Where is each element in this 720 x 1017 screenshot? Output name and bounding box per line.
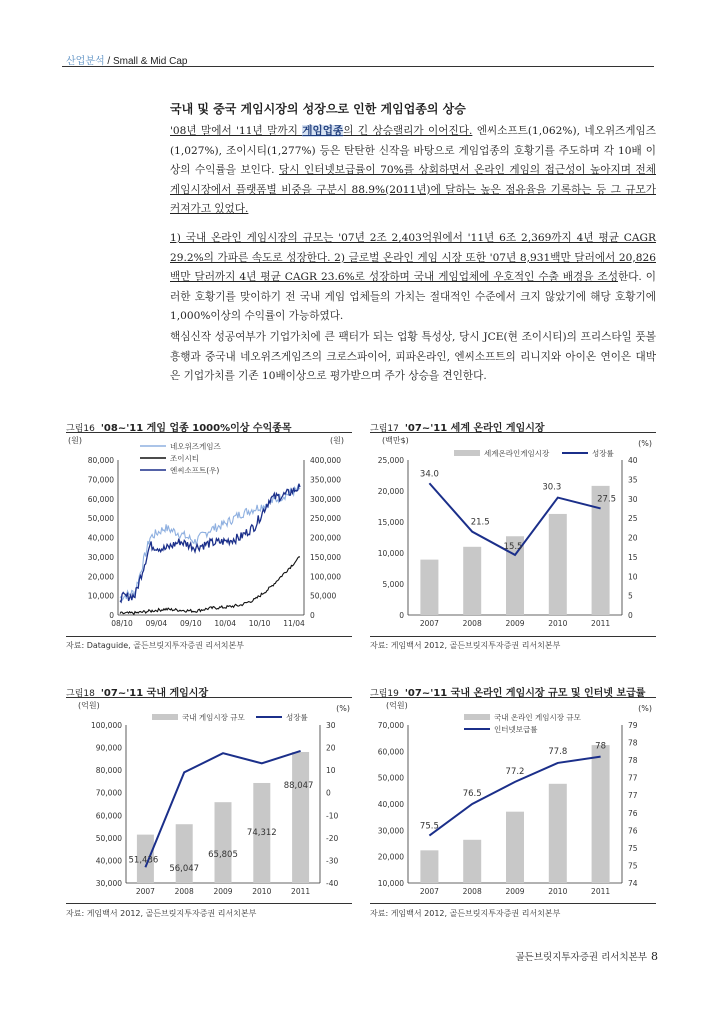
right-tick-label: 0	[628, 611, 633, 620]
bar-data-label: 74,312	[246, 827, 277, 838]
left-tick-label: 50,000	[95, 833, 122, 843]
right-tick-label: 20	[326, 743, 336, 753]
fig17-rule	[370, 432, 656, 433]
right-tick-label: -10	[326, 811, 339, 821]
legend-line-label: 성장률	[286, 713, 308, 722]
right-tick-label: 10	[326, 766, 336, 776]
right-axis-unit: (%)	[638, 439, 652, 448]
left-tick-label: 80,000	[95, 766, 122, 776]
fig17-chart	[368, 434, 658, 634]
left-tick-label: 50,000	[87, 514, 114, 524]
right-tick-label: 78	[628, 738, 638, 748]
left-tick-label: 60,000	[377, 747, 404, 757]
bar	[592, 486, 610, 615]
legend-line-label: 인터넷보급률	[494, 725, 538, 734]
line-data-label: 76.5	[462, 789, 482, 799]
left-tick-label: 30,000	[87, 552, 114, 562]
paragraph-2	[170, 229, 656, 327]
bar	[549, 514, 567, 615]
p1-a: '08년 말에서 '11년 말까지	[170, 125, 303, 137]
left-tick-label: 30,000	[377, 826, 404, 836]
right-tick-label: 40	[628, 456, 638, 465]
right-axis-unit: (%)	[336, 704, 350, 713]
x-tick-label: 2007	[135, 887, 155, 896]
header-category: 산업분석	[66, 56, 105, 67]
series-line	[120, 484, 300, 602]
x-tick-label: 2007	[419, 887, 439, 896]
left-axis-unit: (억원)	[386, 701, 408, 710]
p1-b: 의 긴 상승랠리가 이어진다.	[343, 125, 473, 137]
header-separator: /	[104, 56, 113, 67]
x-tick-label: 2010	[548, 619, 568, 628]
page-number: 8	[651, 950, 658, 963]
section-title: 국내 및 중국 게임시장의 성장으로 인한 게임업종의 상승	[170, 102, 466, 116]
line-data-label: 27.5	[597, 494, 617, 505]
x-tick-label: 2011	[591, 619, 611, 628]
fig18-number: 그림18	[66, 689, 95, 699]
right-tick-label: 100,000	[310, 572, 342, 582]
header-rule	[62, 66, 654, 67]
left-tick-label: 90,000	[95, 743, 122, 753]
fig16-title-text: '08~'11 게임 업종 1000%이상 수익종목	[100, 423, 292, 434]
page-footer	[516, 949, 659, 963]
series-line	[120, 557, 300, 615]
left-tick-label: 30,000	[95, 879, 122, 888]
right-tick-label: 35	[628, 475, 638, 485]
fig18-rule	[66, 697, 352, 698]
legend-bar-swatch	[464, 714, 490, 720]
bar-data-label: 88,047	[283, 780, 314, 791]
bar	[215, 802, 232, 883]
x-tick-label: 2007	[419, 619, 439, 628]
p2-b: 한다. 이러한 호황기를 맞이하기 전 국내 게임 업체들의 가치는 절대적인 수준에서 크지 않았기에 해당 호황기에 1,000%이상의 수익률이 가능하였다.	[170, 271, 656, 322]
right-tick-label: 400,000	[310, 456, 342, 465]
fig19-chart	[368, 699, 658, 901]
fig16-chart	[66, 434, 356, 634]
right-tick-label: 25	[628, 514, 638, 524]
fig19-source: 자료: 게임백서 2012, 골든브릿지투자증권 리서치본부	[370, 909, 561, 918]
x-tick-label: 2009	[505, 619, 525, 628]
left-axis-unit: (백만$)	[382, 436, 409, 445]
right-tick-label: 15	[628, 552, 638, 562]
fig18-bottom-rule	[66, 903, 352, 904]
bar	[420, 560, 438, 615]
line-data-label: 75.5	[419, 821, 439, 832]
bar	[463, 547, 481, 615]
right-tick-label: 79	[628, 721, 638, 730]
fig17-number: 그림17	[370, 424, 399, 434]
x-tick-label: 2009	[505, 887, 525, 896]
fig18-source: 자료: 게임백서 2012, 골든브릿지투자증권 리서치본부	[66, 909, 257, 918]
x-tick-label: 11/04	[283, 619, 305, 628]
legend-bar-label: 세계온라인게임시장	[484, 449, 550, 458]
bar-data-label: 51,436	[128, 855, 159, 866]
left-tick-label: 10,000	[377, 879, 404, 888]
bar-data-label: 56,047	[169, 864, 200, 875]
legend-line-label: 성장률	[592, 449, 614, 458]
legend-bar-label: 국내 게임시장 규모	[182, 713, 245, 722]
left-tick-label: 70,000	[377, 721, 404, 730]
fig19-bottom-rule	[370, 903, 656, 904]
right-tick-label: -20	[326, 833, 339, 843]
left-tick-label: 100,000	[90, 721, 122, 730]
right-tick-label: 0	[326, 788, 331, 798]
x-tick-label: 2011	[291, 887, 311, 896]
left-axis-unit: (억원)	[78, 701, 100, 710]
left-tick-label: 80,000	[87, 456, 114, 465]
right-tick-label: 77	[628, 791, 638, 801]
left-tick-label: 20,000	[87, 572, 114, 582]
left-tick-label: 60,000	[95, 811, 122, 821]
paragraph-3: 핵심신작 성공여부가 기업가치에 큰 팩터가 되는 업황 특성상, 당시 JCE(현 조이시티)의 프리스타일 풋볼 흥행과 중국내 네오위즈게임즈의 크로스파이어, 피파온라인, 엔씨소프트의 리니지와 아이온 연이은 대박은 기업가치를 기존 10배이상으로 평가받으며 주가 상승을 견인한다.	[170, 331, 656, 382]
x-tick-label: 2010	[252, 887, 272, 896]
bar	[506, 812, 524, 883]
right-tick-label: 75	[628, 861, 638, 871]
x-tick-label: 10/04	[214, 619, 237, 628]
bar	[463, 840, 481, 883]
line-data-label: 15.5	[503, 541, 523, 552]
right-tick-label: 250,000	[310, 514, 342, 524]
left-tick-label: 70,000	[95, 788, 122, 798]
bar	[292, 752, 309, 883]
right-tick-label: -40	[326, 879, 339, 888]
right-tick-label: 74	[628, 879, 638, 888]
fig16-bottom-rule	[66, 636, 352, 637]
fig17-source: 자료: 게임백서 2012, 골든브릿지투자증권 리서치본부	[370, 641, 561, 650]
left-axis-unit: (원)	[68, 436, 82, 445]
fig17-title-text: '07~'11 세계 온라인 게임시장	[404, 423, 545, 434]
left-tick-label: 50,000	[377, 773, 404, 783]
x-tick-label: 10/10	[248, 619, 271, 628]
footer-text: 골든브릿지투자증권 리서치본부	[515, 952, 647, 963]
fig16-source: 자료: Dataguide, 골든브릿지투자증권 리서치본부	[66, 641, 244, 650]
left-tick-label: 0	[399, 611, 404, 620]
fig17-bottom-rule	[370, 636, 656, 637]
fig16-number: 그림16	[66, 424, 95, 434]
right-tick-label: 350,000	[310, 475, 342, 485]
left-tick-label: 60,000	[87, 494, 114, 504]
fig19-number: 그림19	[370, 689, 399, 699]
left-tick-label: 70,000	[87, 475, 114, 485]
line-data-label: 77.2	[505, 766, 525, 777]
line-data-label: 34.0	[419, 469, 439, 480]
fig18-title-text: '07~'11 국내 게임시장	[100, 688, 209, 699]
x-tick-label: 08/10	[111, 619, 133, 628]
right-tick-label: 0	[310, 611, 315, 620]
p1-highlight: 게임업종	[302, 125, 344, 137]
p1-d: 당시 인터넷보급률이 70%를 상회하면서 온라인 게임의 접근성이 높아지며 전체 게임시장에서 플랫폼별 비중을 구분시 88.9%(2011년)에 달하는 높은 점유율을 기록하는 등 그 규모가 커져가고 있었다.	[170, 164, 656, 215]
fig19-title-text: '07~'11 국내 온라인 게임시장 규모 및 인터넷 보급률	[404, 688, 646, 699]
left-tick-label: 40,000	[95, 856, 122, 866]
bar-data-label: 65,805	[208, 850, 238, 861]
bar	[420, 850, 438, 883]
right-tick-label: 76	[628, 808, 638, 818]
right-tick-label: 300,000	[310, 494, 342, 504]
p1-c: 엔씨소프트(1,062%), 네오위즈게임즈(1,027%), 조이시티(1,277%) 등은 탄탄한 신작을 바탕으로 게임업종의 호황기를 주도하며 각 10배 이상의 수익률을 보인다.	[170, 125, 656, 176]
left-tick-label: 25,000	[377, 456, 404, 465]
fig16-rule	[66, 432, 352, 433]
x-tick-label: 09/10	[179, 619, 202, 628]
left-tick-label: 20,000	[377, 852, 404, 862]
legend-bar-label: 국내 온라인 게임시장 규모	[494, 713, 581, 722]
right-tick-label: -30	[326, 856, 339, 866]
x-tick-label: 2010	[548, 887, 568, 896]
line-data-label: 78	[595, 741, 607, 752]
right-tick-label: 5	[628, 591, 633, 601]
right-tick-label: 200,000	[310, 533, 342, 543]
p2-a: 1) 국내 온라인 게임시장의 규모는 '07년 2조 2,403억원에서 '11년 6조 2,369까지 4년 평균 CAGR 29.2%의 가파른 속도로 성장한다. 2) 글로벌 온라인 게임 시장 또한 '07년 8,931백만 달러에서 20,826백만 달러까지 4년 평균 CAGR 23.6%로 성장하며 국내 게임업체에 우호적인 수출 배경을 조성	[170, 232, 656, 283]
right-tick-label: 20	[628, 533, 638, 543]
left-tick-label: 40,000	[377, 800, 404, 809]
right-tick-label: 50,000	[310, 591, 337, 601]
header-section: Small & Mid Cap	[112, 56, 188, 67]
right-tick-label: 76	[628, 826, 638, 836]
right-axis-unit: (원)	[330, 436, 344, 445]
left-tick-label: 0	[109, 611, 114, 620]
left-tick-label: 10,000	[87, 591, 114, 601]
line-data-label: 30.3	[542, 482, 562, 493]
right-tick-label: 150,000	[310, 552, 342, 562]
left-tick-label: 5,000	[382, 580, 404, 589]
right-tick-label: 10	[628, 572, 638, 582]
page-header	[66, 52, 187, 67]
x-tick-label: 09/04	[145, 619, 168, 628]
right-tick-label: 30	[326, 721, 336, 730]
right-axis-unit: (%)	[638, 704, 652, 713]
right-tick-label: 75	[628, 843, 638, 853]
legend-bar-swatch	[152, 714, 178, 720]
left-tick-label: 20,000	[377, 487, 404, 496]
legend-label: 조이시티	[170, 454, 199, 463]
line-data-label: 21.5	[470, 517, 490, 528]
x-tick-label: 2011	[591, 887, 611, 896]
bar	[549, 784, 567, 883]
legend-label: 엔씨소프트(우)	[170, 466, 220, 475]
x-tick-label: 2008	[174, 887, 194, 896]
right-tick-label: 77	[628, 773, 638, 783]
bar	[592, 745, 610, 883]
right-tick-label: 78	[628, 756, 638, 766]
legend-label: 네오위즈게임즈	[170, 442, 221, 451]
legend-bar-swatch	[454, 450, 480, 456]
right-tick-label: 30	[628, 494, 638, 504]
x-tick-label: 2008	[462, 619, 482, 628]
x-tick-label: 2008	[462, 887, 482, 896]
x-tick-label: 2009	[213, 887, 233, 896]
fig19-rule	[370, 697, 656, 698]
paragraph-1	[170, 122, 656, 220]
left-tick-label: 10,000	[377, 549, 404, 558]
fig18-chart	[66, 699, 356, 901]
left-tick-label: 15,000	[377, 518, 404, 527]
line-data-label: 77.8	[548, 746, 568, 757]
left-tick-label: 40,000	[87, 533, 114, 543]
